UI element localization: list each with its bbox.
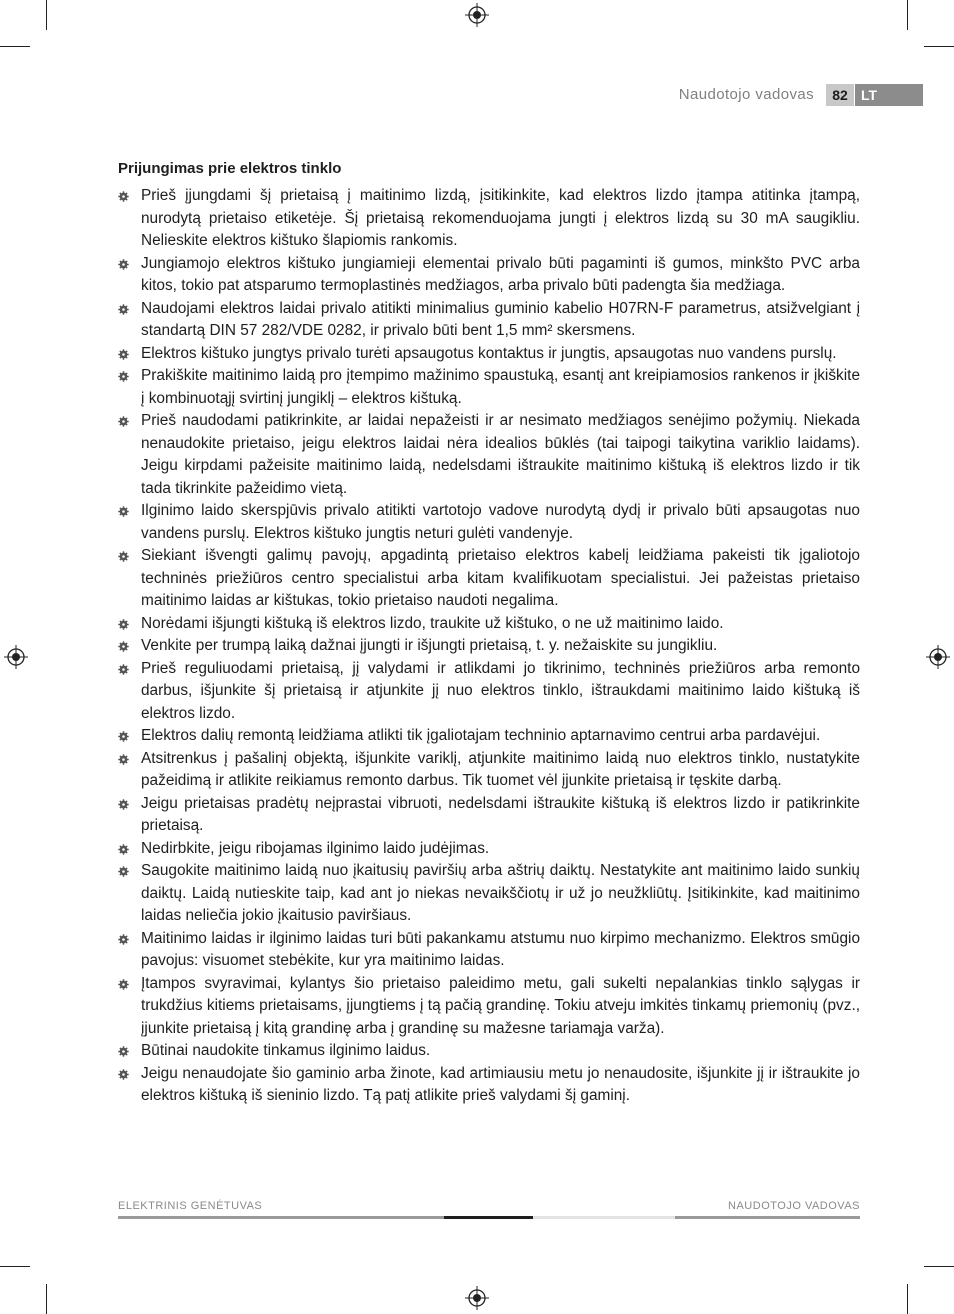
list-item-text: Nedirbkite, jeigu ribojamas ilginimo laido judėjimas.	[141, 839, 490, 857]
list-item	[118, 928, 860, 973]
footer-bar	[118, 1216, 444, 1219]
gear-bullet-icon	[118, 506, 129, 517]
crop-mark	[46, 1284, 47, 1314]
gear-bullet-icon	[118, 844, 129, 855]
list-item-text: Saugokite maitinimo laidą nuo įkaitusių paviršių arba aštrių daiktų. Nestatykite ant maitinimo laido sunkių daiktų. Laidą nutieskite taip, kad ant jo niekas nevaikščiotų ir už jo neužkliūtų. Įsitikinkite, kad maitinimo laidas neliečia jokio įkaitusio paviršiaus.	[141, 862, 860, 924]
list-item-text: Venkite per trumpą laiką dažnai įjungti ir išjungti prietaisą, t. y. nežaiskite su jungikliu.	[141, 637, 718, 654]
gear-bullet-icon	[118, 259, 129, 270]
header-label: Naudotojo vadovas	[678, 86, 814, 103]
list-item	[118, 658, 860, 726]
crop-mark	[0, 1266, 30, 1267]
list-item	[118, 253, 860, 298]
crop-mark	[907, 0, 908, 30]
list-item	[118, 748, 860, 793]
gear-bullet-icon	[118, 1069, 129, 1080]
gear-bullet-icon	[118, 799, 129, 810]
gear-bullet-icon	[118, 191, 129, 202]
list-item-text: Elektros kištuko jungtys privalo turėti apsaugotus kontaktus ir jungtis, apsaugotas nuo vandens purslų.	[141, 344, 837, 362]
list-item	[118, 838, 860, 861]
gear-bullet-icon	[118, 416, 129, 427]
list-item-text: Siekiant išvengti galimų pavojų, apgadintą prietaiso elektros kabelį leidžiama pakeisti tik įgaliotojo techninės priežiūros centro specialistui arba kitam kvalifikuotam specialistui. Jei pažeistas prietaiso maitinimo laidas ar kištukas, tokio prietaiso naudoti negalima.	[141, 547, 860, 609]
gear-bullet-icon	[118, 1046, 129, 1057]
crop-mark	[907, 1284, 908, 1314]
safety-list	[118, 185, 860, 1108]
list-item-text: Prieš reguliuodami prietaisą, jį valydami ir atlikdami jo tikrinimo, techninės priežiūros arba remonto darbus, išjunkite šį prietaisą ir atjunkite jį nuo elektros tinklo, ištraukdami maitinimo laido kištuką iš elektros lizdo.	[141, 659, 860, 722]
list-item	[118, 545, 860, 613]
crop-mark	[0, 46, 30, 47]
crop-mark	[46, 0, 47, 30]
gear-bullet-icon	[118, 754, 129, 765]
crop-mark	[924, 46, 954, 47]
list-item-text: Būtinai naudokite tinkamus ilginimo laidus.	[141, 1042, 431, 1059]
list-item	[118, 185, 860, 253]
list-item	[118, 860, 860, 928]
registration-mark-icon	[465, 1286, 489, 1310]
list-item	[118, 500, 860, 545]
gear-bullet-icon	[118, 304, 129, 315]
gear-bullet-icon	[118, 349, 129, 360]
registration-mark-icon	[926, 645, 950, 669]
list-item-text: Maitinimo laidas ir ilginimo laidas turi būti pakankamu atstumu nuo kirpimo mechanizmo. Elektros smūgio pavojus: visuomet stebėkite, kur yra maitinimo laidas.	[141, 929, 860, 969]
list-item-text: Norėdami išjungti kištuką iš elektros lizdo, traukite už kištuko, o ne už maitinimo laido.	[141, 614, 724, 632]
list-item-text: Jungiamojo elektros kištuko jungiamieji elementai privalo būti pagaminti iš gumos, minkšto PVC arba kitos, tokio pat atsparumo termoplastinės medžiagos, arba privalo būti padengta šia medžiaga.	[141, 254, 860, 294]
footer-product-name: ELEKTRINIS GENĖTUVAS	[118, 1200, 263, 1212]
list-item	[118, 635, 860, 658]
list-item-text: Prakiškite maitinimo laidą pro įtempimo mažinimo spaustuką, esantį ant kreipiamosios rankenos ir įkiškite į kombinuotąjį svirtinį jungiklį – elektros kištuką.	[141, 367, 860, 407]
list-item-text: Elektros dalių remontą leidžiama atlikti tik įgaliotajam techninio aptarnavimo centrui arba pardavėjui.	[141, 727, 821, 744]
list-item	[118, 973, 860, 1041]
list-item-text: Jeigu nenaudojate šio gaminio arba žinote, kad artimiausiu metu jo nenaudosite, išjunkite jį ir ištraukite jo elektros kištuką iš sieninio lizdo. Tą patį atlikite prieš valydami šį gaminį.	[141, 1064, 860, 1104]
list-item	[118, 1040, 860, 1063]
gear-bullet-icon	[118, 641, 129, 652]
gear-bullet-icon	[118, 551, 129, 562]
gear-bullet-icon	[118, 371, 129, 382]
footer-manual-name: NAUDOTOJO VADOVAS	[728, 1200, 860, 1212]
section-title: Prijungimas prie elektros tinklo	[118, 160, 342, 177]
list-item	[118, 298, 860, 343]
gear-bullet-icon	[118, 979, 129, 990]
list-item-text: Įtampos svyravimai, kylantys šio prietaiso paleidimo metu, gali sukelti nepalankias tinklo sąlygas ir trukdžius kitiems prietaisams, įjungtiems į tą pačią grandinę. Tokiu atveju imkitės tinkamų priemonių (pvz., įjunkite prietaisą į kitą grandinę arba į grandinę su mažesne tariamąja varža).	[141, 974, 860, 1037]
list-item	[118, 365, 860, 410]
gear-bullet-icon	[118, 934, 129, 945]
gear-bullet-icon	[118, 731, 129, 742]
list-item-text: Prieš naudodami patikrinkite, ar laidai nepažeisti ir ar nesimato medžiagos senėjimo požymių. Niekada nenaudokite prietaiso, jeigu elektros laidai nėra idealios būklės (tai taipogi taikytina variklio laidams). Jeigu kirpdami pažeisite maitinimo laidą, nedelsdami ištraukite maitinimo kištuką iš elektros lizdo ir tik tada tikrinkite pažeidimo vietą.	[141, 412, 860, 497]
list-item-text: Prieš įjungdami šį prietaisą į maitinimo lizdą, įsitikinkite, kad elektros lizdo įtampa atitinka įtampą, nurodytą prietaiso etiketėje. Šį prietaisą rekomenduojama jungti į elektros lizdą su 30 mA saugikliu. Nelieskite elektros kištuko šlapiomis rankomis.	[141, 187, 860, 249]
list-item	[118, 725, 860, 748]
page-number: 82	[826, 84, 854, 106]
main-content	[118, 160, 860, 1108]
gear-bullet-icon	[118, 664, 129, 675]
list-item	[118, 613, 860, 636]
list-item-text: Jeigu prietaisas pradėtų neįprastai vibruoti, nedelsdami ištraukite kištuką iš elektros lizdo ir patikrinkite prietaisą.	[141, 794, 860, 834]
gear-bullet-icon	[118, 619, 129, 630]
list-item	[118, 343, 860, 366]
list-item	[118, 1063, 860, 1108]
list-item-text: Naudojami elektros laidai privalo atitikti minimalius guminio kabelio H07RN-F parametrus, atsižvelgiant į standartą DIN 57 282/VDE 0282, ir privalo būti bent 1,5 mm² skersmens.	[141, 299, 860, 339]
language-badge: LT	[855, 84, 923, 106]
list-item	[118, 410, 860, 500]
list-item	[118, 793, 860, 838]
footer-bar	[533, 1216, 675, 1219]
registration-mark-icon	[465, 3, 489, 27]
crop-mark	[924, 1266, 954, 1267]
list-item-text: Atsitrenkus į pašalinį objektą, išjunkite variklį, atjunkite maitinimo laidą nuo elektros tinklo, nustatykite pažeidimą ir atlikite reikiamus remonto darbus. Tik tuomet vėl įjunkite prietaisą ir tęskite darbą.	[141, 749, 860, 789]
list-item-text: Ilginimo laido skerspjūvis privalo atitikti vartotojo vadove nurodytą dydį ir privalo būti apsaugotas nuo vandens purslų. Elektros kištuko jungtis neturi gulėti vandenyje.	[141, 502, 860, 542]
gear-bullet-icon	[118, 866, 129, 877]
registration-mark-icon	[4, 645, 28, 669]
footer-bar	[444, 1216, 533, 1219]
footer-bar	[675, 1216, 860, 1219]
